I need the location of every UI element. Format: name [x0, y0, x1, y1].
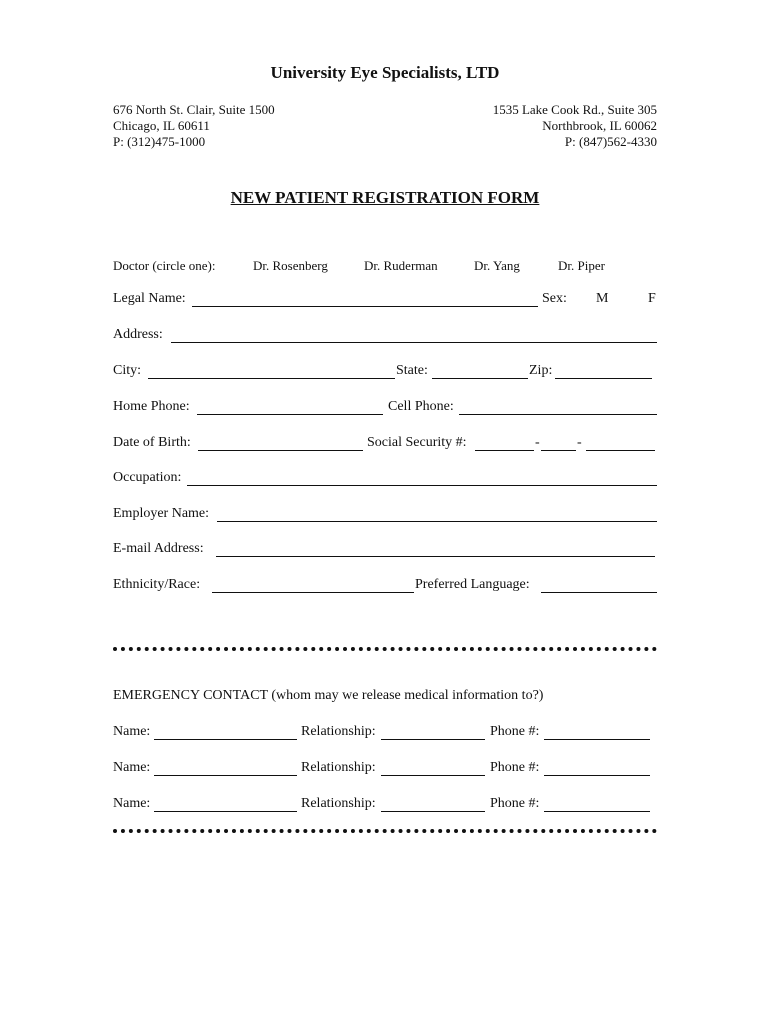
ethnicity-language-row: [113, 577, 657, 597]
section-divider-top: [113, 647, 657, 651]
occupation-label: Occupation:: [113, 470, 182, 485]
legal-name-label: Legal Name:: [113, 291, 186, 306]
sex-option-m[interactable]: M: [596, 291, 609, 306]
language-label: Preferred Language:: [415, 577, 530, 592]
emergency-relationship-field[interactable]: [381, 775, 485, 776]
language-field[interactable]: [541, 592, 657, 593]
emergency-name-label: Name:: [113, 760, 151, 775]
ssn-label: Social Security #:: [367, 435, 467, 450]
ethnicity-label: Ethnicity/Race:: [113, 577, 201, 592]
right-office-phone: P: (847)562-4330: [564, 134, 657, 149]
email-label: E-mail Address:: [113, 541, 204, 556]
city-field[interactable]: [148, 378, 395, 379]
address-label: Address:: [113, 327, 163, 342]
right-office-city: Northbrook, IL 60062: [542, 118, 657, 133]
right-office-address: [460, 102, 657, 150]
ssn-separator-1: -: [535, 435, 540, 450]
dob-ssn-row: [113, 435, 657, 455]
form-title: NEW PATIENT REGISTRATION FORM: [230, 188, 540, 207]
emergency-contact-row-2: [113, 760, 657, 780]
employer-label: Employer Name:: [113, 506, 210, 521]
emergency-name-label: Name:: [113, 796, 151, 811]
emergency-phone-label: Phone #:: [490, 796, 540, 811]
address-field[interactable]: [171, 342, 657, 343]
ssn-separator-2: -: [577, 435, 582, 450]
ssn-field-part2[interactable]: [541, 450, 576, 451]
state-field[interactable]: [432, 378, 528, 379]
sex-option-f[interactable]: F: [648, 291, 656, 306]
zip-field[interactable]: [555, 378, 652, 379]
home-phone-label: Home Phone:: [113, 399, 190, 414]
sex-label: Sex:: [542, 291, 567, 306]
emergency-phone-field[interactable]: [544, 811, 650, 812]
emergency-phone-label: Phone #:: [490, 724, 540, 739]
emergency-relationship-label: Relationship:: [301, 760, 376, 775]
legal-name-row: [113, 291, 657, 311]
doctor-option-piper[interactable]: Dr. Piper: [558, 258, 605, 273]
emergency-name-label: Name:: [113, 724, 151, 739]
emergency-contact-row-1: [113, 724, 657, 744]
dob-field[interactable]: [198, 450, 363, 451]
emergency-relationship-label: Relationship:: [301, 796, 376, 811]
emergency-name-field[interactable]: [154, 775, 297, 776]
ssn-field-part1[interactable]: [475, 450, 534, 451]
emergency-contact-row-3: [113, 796, 657, 816]
emergency-relationship-field[interactable]: [381, 739, 485, 740]
occupation-field[interactable]: [187, 485, 657, 486]
phone-row: [113, 399, 657, 419]
doctor-option-yang[interactable]: Dr. Yang: [474, 258, 520, 273]
emergency-relationship-label: Relationship:: [301, 724, 376, 739]
ethnicity-field[interactable]: [212, 592, 414, 593]
emergency-contact-heading: EMERGENCY CONTACT (whom may we release medical information to?): [113, 688, 544, 703]
right-office-street: 1535 Lake Cook Rd., Suite 305: [492, 102, 657, 117]
cell-phone-field[interactable]: [459, 414, 657, 415]
employer-field[interactable]: [217, 521, 657, 522]
practice-name: University Eye Specialists, LTD: [270, 63, 500, 82]
city-label: City:: [113, 363, 142, 378]
employer-row: [113, 506, 657, 526]
left-office-phone: P: (312)475-1000: [113, 134, 206, 149]
home-phone-field[interactable]: [197, 414, 383, 415]
legal-name-field[interactable]: [192, 306, 538, 307]
section-divider-bottom: [113, 829, 657, 833]
doctor-option-ruderman[interactable]: Dr. Ruderman: [364, 258, 438, 273]
ssn-field-part3[interactable]: [586, 450, 655, 451]
emergency-phone-field[interactable]: [544, 739, 650, 740]
city-state-zip-row: [113, 363, 657, 383]
emergency-name-field[interactable]: [154, 739, 297, 740]
address-row: [113, 327, 657, 347]
occupation-row: [113, 470, 657, 490]
email-row: [113, 541, 657, 561]
doctor-option-rosenberg[interactable]: Dr. Rosenberg: [253, 258, 328, 273]
emergency-name-field[interactable]: [154, 811, 297, 812]
dob-label: Date of Birth:: [113, 435, 191, 450]
state-label: State:: [396, 363, 428, 378]
emergency-phone-label: Phone #:: [490, 760, 540, 775]
doctor-label: Doctor (circle one):: [113, 258, 216, 273]
email-field[interactable]: [216, 556, 655, 557]
emergency-relationship-field[interactable]: [381, 811, 485, 812]
cell-phone-label: Cell Phone:: [388, 399, 454, 414]
emergency-phone-field[interactable]: [544, 775, 650, 776]
left-office-city: Chicago, IL 60611: [113, 118, 210, 133]
left-office-street: 676 North St. Clair, Suite 1500: [113, 102, 275, 117]
zip-label: Zip:: [529, 363, 553, 378]
left-office-address: [113, 102, 275, 150]
